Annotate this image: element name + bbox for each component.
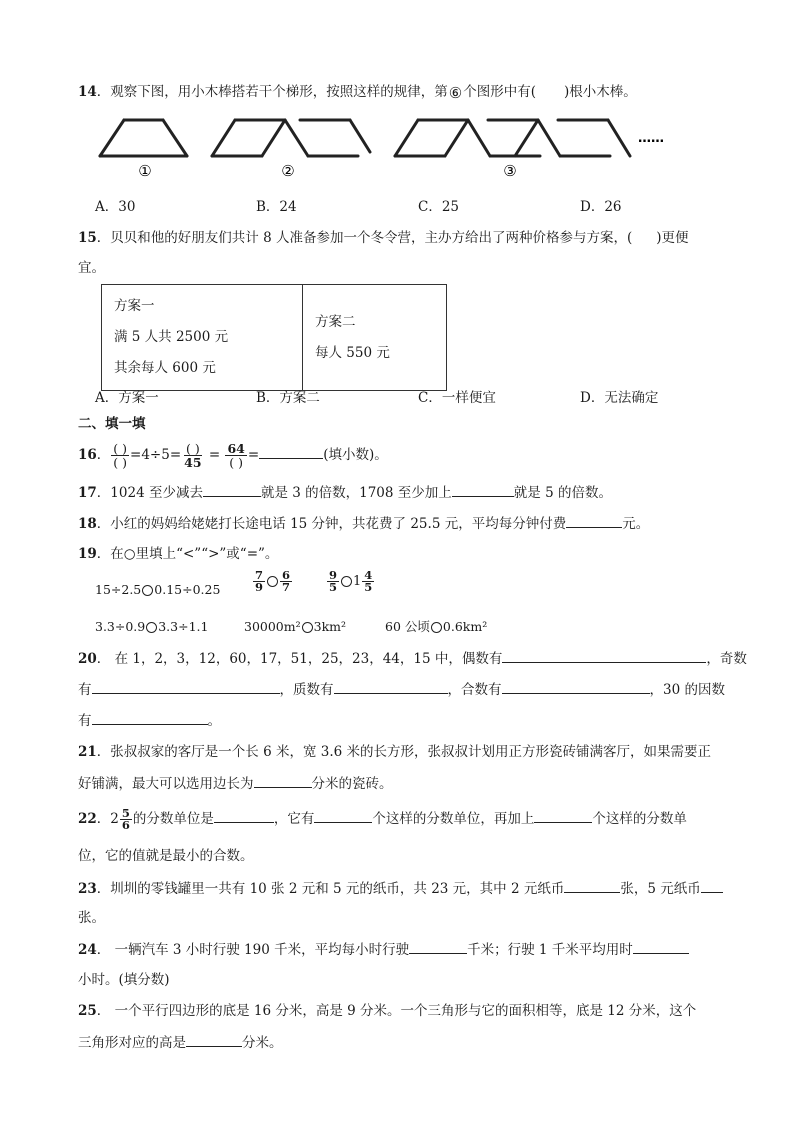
fig-label-1: ① — [138, 162, 152, 180]
q24-stem-line2: 小时。(填分数) — [78, 972, 170, 988]
q16-number: 16 — [78, 447, 97, 463]
q20-odd-blank[interactable] — [92, 679, 280, 694]
q16-answer-blank[interactable] — [259, 444, 323, 459]
q20-composite-blank[interactable] — [502, 679, 650, 694]
q24-stem-line1: 24． 一辆汽车 3 小时行驶 190 千米，平均每小时行驶 千米；行驶 1 千米平均用时 — [78, 939, 689, 960]
q21-blank[interactable] — [254, 773, 312, 788]
q24-blank-2[interactable] — [633, 939, 689, 954]
q16-frac-2: $\frac{( )}{45}$ — [184, 441, 202, 470]
q23-blank-1[interactable] — [564, 878, 620, 893]
q20-factor-blank[interactable] — [92, 710, 208, 725]
q22-stem-line2: 位，它的值就是最小的合数。 — [78, 848, 254, 864]
q19-compare-4: 3.3÷0.9 3.3÷1.1 — [95, 619, 209, 634]
q19-compare-5: 30000m² 3km² — [244, 619, 347, 634]
plan-two-rule: 每人 550 元 — [315, 344, 390, 361]
q16-tail: (填小数)。 — [323, 447, 388, 463]
q15-text-b: )更便 — [656, 230, 689, 246]
q15-option-b[interactable]: B．方案二 — [256, 390, 320, 406]
q23-stem-line1: 23．圳圳的零钱罐里一共有 10 张 2 元和 5 元的纸币，共 23 元，其中 2 元纸币 张，5 元纸币 — [78, 878, 723, 899]
q24-blank-1[interactable] — [409, 939, 467, 954]
q15-option-c[interactable]: C．一样便宜 — [418, 390, 496, 406]
compare-circle[interactable] — [302, 622, 313, 633]
q20-stem-line3: 有 。 — [78, 710, 221, 731]
q15-option-a[interactable]: A．方案一 — [95, 390, 159, 406]
q20-stem-line1: 20． 在 1，2，3，12，60，17，51，25，23，44，15 中，偶数有 ，奇数 — [78, 648, 747, 669]
q14-stem — [78, 82, 637, 102]
compare-circle[interactable] — [341, 576, 352, 587]
compare-circle[interactable] — [142, 585, 153, 596]
q14-option-a[interactable]: A．30 — [95, 199, 136, 215]
q22-blank-1[interactable] — [214, 808, 274, 823]
q20-prime-blank[interactable] — [334, 679, 448, 694]
fig-label-2: ② — [281, 162, 295, 180]
q14-number: 14 — [78, 84, 97, 100]
plan-one-rule2: 其余每人 600 元 — [114, 360, 216, 376]
q18-blank[interactable] — [566, 513, 622, 528]
q23-stem-line2: 张。 — [78, 910, 105, 926]
q17-blank-2[interactable] — [452, 482, 514, 497]
q22-stem-line1: 22．2 $\frac{5}{6}$ 的分数单位是 ，它有 个这样的分数单位，再加上 个这样的分数单 — [78, 806, 687, 832]
q16-stem: 16． $\frac{( )}{( )}$ =4÷5= $\frac{( )}{45}$ = $\frac{64}{( )}$ = (填小数)。 — [78, 441, 388, 470]
compare-circle[interactable] — [431, 622, 442, 633]
compare-circle[interactable] — [146, 622, 157, 633]
q14-text-b: 个图形中有( — [463, 84, 537, 100]
trapezoid-stick-figures — [90, 112, 690, 182]
q19-compare-1: 15÷2.5 0.15÷0.25 — [95, 582, 221, 597]
q16-mid: =4÷5= — [130, 447, 182, 463]
q14-option-c[interactable]: C．25 — [418, 199, 460, 215]
q14-text-a: ．观察下图，用小木棒搭若干个梯形，按照这样的规律，第 — [96, 84, 448, 100]
fig-ellipsis: …… — [638, 131, 664, 146]
q15-number: 15 — [78, 230, 97, 246]
q18-stem: 18．小红的妈妈给姥姥打长途电话 15 分钟，共花费了 25.5 元，平均每分钟付费 元。 — [78, 513, 649, 534]
q22-blank-2[interactable] — [314, 808, 372, 823]
q21-stem-line2: 好铺满，最大可以选用边长为 分米的瓷砖。 — [78, 773, 393, 794]
q25-blank[interactable] — [186, 1032, 242, 1047]
plan-one-rule1: 满 5 人共 2500 元 — [114, 329, 229, 345]
plan-two-title: 方案二 — [315, 313, 356, 330]
q19-compare-2: $\frac{7}{9}$ $\frac{6}{7}$ — [255, 568, 291, 594]
q21-stem-line1: 21．张叔叔家的客厅是一个长 6 米，宽 3.6 米的长方形，张叔叔计划用正方形瓷砖铺满客厅，如果需要正 — [78, 744, 712, 760]
q25-stem-line1: 25． 一个平行四边形的底是 16 分米，高是 9 分米。一个三角形与它的面积相等，底是 12 分米，这个 — [78, 1003, 697, 1019]
plan-two-cell — [303, 285, 447, 391]
section-title-fill: 二、填一填 — [78, 416, 146, 432]
q15-stem-line1 — [78, 228, 689, 248]
q20-even-blank[interactable] — [502, 648, 706, 663]
q14-option-b[interactable]: B．24 — [256, 199, 297, 215]
q14-option-d[interactable]: D．26 — [580, 199, 622, 215]
q15-stem-line2: 宜。 — [78, 260, 105, 276]
compare-circle[interactable] — [267, 576, 278, 587]
plan-one-title: 方案一 — [114, 298, 155, 314]
q25-stem-line2: 三角形对应的高是 分米。 — [78, 1032, 283, 1053]
q15-text-a: ．贝贝和他的好朋友们共计 8 人准备参加一个冬令营，主办方给出了两种价格参与方案，( — [96, 230, 633, 246]
q16-frac-1: $\frac{( )}{( )}$ — [113, 441, 128, 470]
q17-blank-1[interactable] — [203, 482, 261, 497]
q19-compare-6: 60 公顷 0.6km² — [385, 619, 488, 634]
q22-blank-3[interactable] — [534, 808, 592, 823]
q14-text-c: )根小木棒。 — [564, 84, 637, 100]
price-plan-table — [101, 284, 447, 391]
q19-stem: 19．在○里填上“<”“>”或“=”。 — [78, 546, 279, 562]
q17-stem: 17．1024 至少减去 就是 3 的倍数，1708 至少加上 就是 5 的倍数。 — [78, 482, 612, 503]
q20-stem-line2: 有 ，质数有 ，合数有 ，30 的因数 — [78, 679, 725, 700]
q19-compare-3: $\frac{9}{5}$ 1 $\frac{4}{5}$ — [329, 568, 373, 594]
q14-circled-six: ⑥ — [448, 83, 463, 102]
plan-one-cell — [102, 285, 303, 391]
q23-blank-2[interactable] — [701, 878, 723, 893]
q16-frac-3: $\frac{64}{( )}$ — [227, 441, 245, 470]
q15-option-d[interactable]: D．无法确定 — [580, 390, 659, 406]
fig-label-3: ③ — [503, 162, 517, 180]
